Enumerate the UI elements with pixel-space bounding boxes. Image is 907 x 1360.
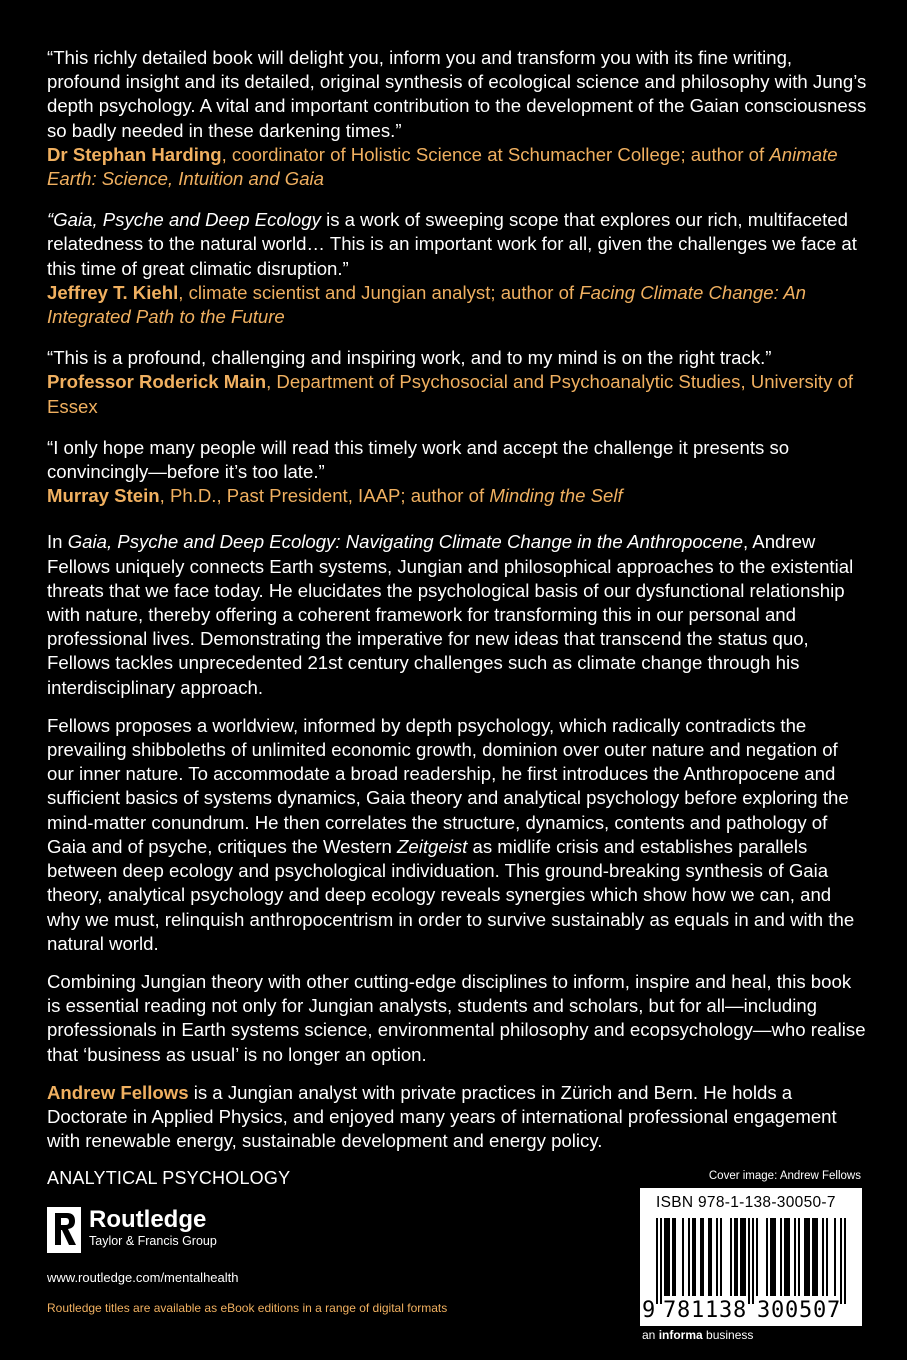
barcode-bar [716,1218,718,1296]
barcode-bar [734,1218,736,1296]
barcode-digit: 8 [677,1298,691,1323]
barcode-digit: 3 [757,1298,771,1323]
barcode-bar [708,1218,710,1296]
endorser-name: Professor Roderick Main [47,371,267,393]
barcode-digit: 7 [663,1298,677,1323]
barcode-bar [700,1218,702,1296]
barcode-bar [674,1218,676,1296]
barcode-bar [736,1218,738,1296]
barcode-bar [806,1218,808,1296]
barcode-bar [668,1218,670,1296]
endorser-name: Dr Stephan Harding [47,143,222,165]
endorsement-3 [47,346,867,419]
endorser-attribution: , Ph.D., Past President, IAAP; author of [159,485,490,507]
barcode-bar [666,1218,668,1296]
barcode-bar [774,1218,776,1296]
barcode-bar [822,1218,824,1296]
informa-tagline [642,1328,753,1342]
publisher-logo [47,1207,217,1253]
barcode-bar [748,1218,750,1304]
barcode-digits [640,1298,862,1326]
publisher-group: Taylor & Francis Group [89,1234,217,1248]
barcode-bar [656,1218,658,1304]
barcode-bar [682,1218,684,1296]
description-paragraph-1 [47,530,867,699]
barcode-digit: 7 [827,1298,841,1323]
barcode-bar [788,1218,790,1296]
series-label: ANALYTICAL PSYCHOLOGY [47,1168,291,1188]
barcode-bar [770,1218,772,1296]
quote-text: “This richly detailed book will delight you, inform you and transform you with its fine writing, profound insight and its detailed, original synthesis of ecological science and philosophy with Jung’s depth psychology. A vital and important contribution to the development of the Gaian consciousness so badly needed in these darkening times.” [47,47,867,141]
barcode-bar [752,1218,754,1304]
barcode-digit: 8 [733,1298,747,1323]
author-name: Andrew Fellows [47,1081,189,1103]
book-title: Gaia, Psyche and Deep Ecology: Navigating Climate Change in the Anthropocene [67,531,743,553]
barcode-bar [740,1218,742,1296]
italic-term: Zeitgeist [397,835,468,857]
endorsement-1 [47,46,867,191]
endorser-work: Minding the Self [489,485,623,507]
barcode-bar [772,1218,774,1296]
barcode-digit: 9 [642,1298,656,1323]
barcode-digit: 1 [705,1298,719,1323]
endorsement-4 [47,436,867,509]
barcode-bar [812,1218,814,1296]
quote-text: “I only hope many people will read this timely work and accept the challenge it presents so convincingly—before it’s too late.” [47,436,790,483]
description-text: as midlife crisis and establishes parallels between deep ecology and psychological individuation. This ground-breaking synthesis of Gaia theory, analytical psychology and deep ecology reveals synergies which show how we can, and why we must, relinquish anthropocentrism in order to survive sustainably as equals in and with the natural world. [47,835,855,954]
quote-title: “Gaia, Psyche and Deep Ecology [47,209,321,231]
endorser-work: Facing Climate Change: An Integrated Path to the Future [47,281,806,328]
barcode-bar [834,1218,836,1296]
author-bio-text: is a Jungian analyst with private practices in Zürich and Bern. He holds a Doctorate in Applied Physics, and enjoyed many years of international professional engagement with renewable energy, sustainable development and energy policy. [47,1081,837,1152]
quote-text: is a work of sweeping scope that explores our rich, multifaceted relatedness to the natural world… This is an important work for all, given the challenges we face at this time of great climatic disruption.” [47,209,857,279]
publisher-url[interactable]: www.routledge.com/mentalhealth [47,1270,239,1285]
barcode-bar [780,1218,782,1296]
barcode-bar [814,1218,816,1296]
barcode-bar [672,1218,674,1296]
barcode-digit: 0 [813,1298,827,1323]
ebook-note: Routledge titles are available as eBook editions in a range of digital formats [47,1301,448,1315]
endorsement-2 [47,208,867,329]
barcode-bar [784,1218,786,1296]
barcode-bar [816,1218,818,1296]
barcode-bar [840,1218,842,1304]
quote-text: “This is a profound, challenging and inspiring work, and to my mind is on the right track.” [47,347,772,369]
cover-credit: Cover image: Andrew Fellows [708,1170,861,1182]
endorser-name: Jeffrey T. Kiehl [47,281,179,303]
description-text: In [47,531,68,553]
description-text: , Andrew Fellows uniquely connects Earth systems, Jungian and philosophical approaches to the existential threats that we face today. He elucidates the psychological basis of our dysfunctional relationship with nature, thereby offering a coherent framework for transforming this in our personal and professional lives. Demonstrating the imperative for new ideas that transcend the status quo, Fellows tackles unprecedented 21st century challenges such as climate change through his interdisciplinary approach. [47,531,854,698]
isbn-barcode [640,1188,862,1326]
barcode-bar [742,1218,744,1296]
barcode-bar [826,1218,828,1296]
barcode-bar [798,1218,800,1296]
barcode-bar [794,1218,796,1296]
barcode-digit: 0 [785,1298,799,1323]
barcode-bar [844,1218,846,1304]
endorser-attribution: , Department of Psychosocial and Psychoanalytic Studies, University of Essex [47,371,854,417]
publisher-name: Routledge [89,1206,207,1233]
barcode-bar [664,1218,666,1296]
description-paragraph-2 [47,714,867,956]
barcode-bar [692,1218,694,1296]
back-cover-text [47,46,867,1167]
barcode-bar [694,1218,696,1296]
barcode-bar [744,1218,746,1296]
informa-text: business [702,1328,754,1342]
book-description [47,530,867,1153]
barcode-bar [720,1218,722,1296]
barcode-digit: 0 [771,1298,785,1323]
barcode-digit: 5 [799,1298,813,1323]
routledge-logo-icon [47,1207,81,1253]
barcode-bar [702,1218,704,1296]
barcode-bar [804,1218,806,1296]
endorser-name: Murray Stein [47,485,160,507]
informa-brand: informa [658,1328,703,1342]
author-bio [47,1081,867,1154]
endorser-work: Animate Earth: Science, Intuition and Gaia [47,143,838,190]
barcode-bar [786,1218,788,1296]
barcode-bar [688,1218,690,1296]
barcode-bar [756,1218,758,1296]
endorser-attribution: , coordinator of Holistic Science at Schumacher College; author of [221,143,770,165]
barcode-digit: 1 [691,1298,705,1323]
description-text: Fellows proposes a worldview, informed by depth psychology, which radically contradicts the prevailing shibboleths of unlimited economic growth, dominion over outer nature and negation of our inner nature. To accommodate a broad readership, he first introduces the Anthropocene and sufficient basics of systems dynamics, Gaia theory and analytical psychology before exploring the mind-matter conundrum. He then correlates the structure, dynamics, contents and pathology of Gaia and of psyche, critiques the Western [47,714,849,857]
description-paragraph-3: Combining Jungian theory with other cutting-edge disciplines to inform, inspire and heal, this book is essential reading not only for Jungian analysts, students and scholars, but for all—including professionals in Earth systems science, environmental philosophy and ecopsychology—who realise that ‘business as usual’ is no longer an option. [47,970,866,1065]
barcode-bar [710,1218,712,1296]
barcode-bar [808,1218,810,1296]
barcode-bar [766,1218,768,1296]
endorser-attribution: , climate scientist and Jungian analyst; author of [178,281,580,303]
informa-text: an [642,1328,659,1342]
barcode-digit: 3 [719,1298,733,1323]
barcode-bar [660,1218,662,1304]
barcode-bar [730,1218,732,1296]
isbn-number: ISBN 978-1-138-30050-7 [656,1194,836,1211]
